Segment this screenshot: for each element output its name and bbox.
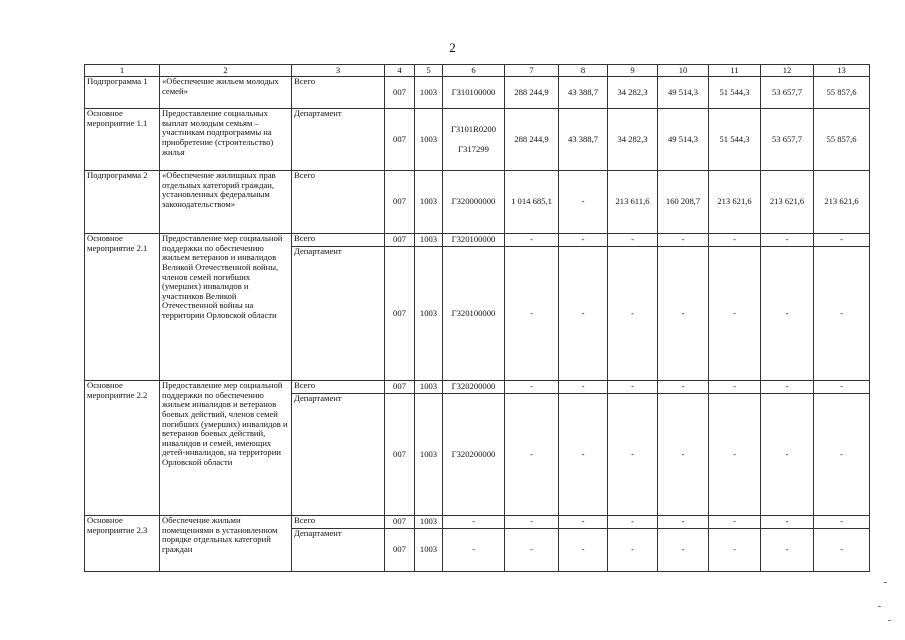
value-cell: - [658,381,709,394]
column-number: 13 [814,65,870,77]
value-cell: - [559,234,608,247]
value-cell: 53 657,7 [761,109,814,171]
value-cell: - [608,381,658,394]
value-cell: 55 857,6 [814,109,870,171]
table-row [85,234,870,247]
program-title: «Обеспечение жилищных прав отдельных категорий граждан, установленных федеральным законодательством» [160,171,292,234]
value-cell: 43 388,7 [559,109,608,171]
section-code: 1003 [415,247,443,381]
value-cell: 53 657,7 [761,77,814,109]
activity-name: Основное мероприятие 2.2 [85,381,160,516]
value-cell: - [559,394,608,516]
funding-source: Всего [292,171,385,234]
grbs-code: 007 [385,516,415,529]
table-row [85,381,870,394]
funding-source: Всего [292,516,385,529]
section-code: 1003 [415,516,443,529]
target-article-code: - [443,529,505,572]
value-cell: - [761,516,814,529]
scan-speck [888,620,891,621]
value-cell: - [559,171,608,234]
value-cell: - [608,394,658,516]
section-code: 1003 [415,381,443,394]
column-number: 12 [761,65,814,77]
value-cell: - [761,394,814,516]
value-cell: 34 282,3 [608,77,658,109]
value-cell: - [709,516,761,529]
grbs-code: 007 [385,171,415,234]
value-cell: 51 544,3 [709,77,761,109]
value-cell: - [709,381,761,394]
column-number: 4 [385,65,415,77]
table-row [85,516,870,529]
value-cell: - [709,247,761,381]
value-cell: 49 514,3 [658,109,709,171]
value-cell: - [814,529,870,572]
value-cell: 213 611,6 [608,171,658,234]
value-cell: - [709,234,761,247]
activity-title: Обеспечение жильми помещениями в установленном порядке отдельных категорий граждан [160,516,292,572]
grbs-code: 007 [385,77,415,109]
grbs-code: 007 [385,247,415,381]
section-code: 1003 [415,109,443,171]
program-name: Подпрограмма 2 [85,171,160,234]
target-article-code: Г320000000 [443,171,505,234]
value-cell: - [709,529,761,572]
value-cell: - [658,516,709,529]
value-cell: 51 544,3 [709,109,761,171]
value-cell: 49 514,3 [658,77,709,109]
value-cell: - [559,516,608,529]
target-article-code: - [443,516,505,529]
funding-source: Всего [292,234,385,247]
grbs-code: 007 [385,381,415,394]
section-code: 1003 [415,394,443,516]
value-cell: - [814,516,870,529]
value-cell: 213 621,6 [761,171,814,234]
value-cell: - [505,529,559,572]
section-code: 1003 [415,171,443,234]
value-cell: - [761,234,814,247]
value-cell: - [505,381,559,394]
table-header-row [85,65,870,77]
funding-source: Всего [292,77,385,109]
target-article-code-extra: Г317299 [458,143,489,154]
column-number: 6 [443,65,505,77]
value-cell: 288 244,9 [505,109,559,171]
value-cell: - [608,234,658,247]
section-code: 1003 [415,77,443,109]
value-cell: - [814,234,870,247]
value-cell: 43 388,7 [559,77,608,109]
program-name: Подпрограмма 1 [85,77,160,109]
value-cell: - [505,234,559,247]
target-article-code: Г320100000 [443,234,505,247]
funding-source: Всего [292,381,385,394]
column-number: 7 [505,65,559,77]
target-article-code-main: Г3101R0200 [450,123,497,134]
page-number: 2 [449,40,456,55]
activity-title: Предоставление мер социальной поддержки по обеспечению жильем ветеранов и инвалидов Великой Отечественной войны, членов семей погибших (умерших) инвалидов и участников Великой Отечественной войны на территории Орловской области [160,234,292,381]
value-cell: - [814,381,870,394]
value-cell: 1 014 685,1 [505,171,559,234]
grbs-code: 007 [385,529,415,572]
column-number: 8 [559,65,608,77]
value-cell: - [814,394,870,516]
activity-title: Предоставление мер социальной поддержки по обеспечению жильем инвалидов и ветеранов боевых действий, членов семей погибших (умерших) инвалидов и ветеранов боевых действий, инвалидов и семей, имеющих детей-инвалидов, на территории Орловской области [160,381,292,516]
funding-source: Департамент [292,394,385,516]
activity-title: Предоставление социальных выплат молодым семьям – участникам подпрограммы на приобретение (строительство) жилья [160,109,292,171]
value-cell: - [608,529,658,572]
value-cell: - [658,234,709,247]
value-cell: - [761,529,814,572]
column-number: 9 [608,65,658,77]
activity-name: Основное мероприятие 2.1 [85,234,160,381]
value-cell: - [608,516,658,529]
value-cell: - [559,247,608,381]
column-number: 11 [709,65,761,77]
target-article-code: Г320200000 [443,381,505,394]
activity-name: Основное мероприятие 2.3 [85,516,160,572]
grbs-code: 007 [385,109,415,171]
column-number: 2 [160,65,292,77]
value-cell: 213 621,6 [814,171,870,234]
target-article-code: Г310100000 [443,77,505,109]
section-code: 1003 [415,234,443,247]
value-cell: 55 857,6 [814,77,870,109]
target-article-code [443,109,505,171]
target-article-code: Г320100000 [443,247,505,381]
budget-table [84,64,870,572]
value-cell: - [658,247,709,381]
activity-name: Основное мероприятие 1.1 [85,109,160,171]
value-cell: - [505,516,559,529]
value-cell: - [608,247,658,381]
value-cell: 34 282,3 [608,109,658,171]
value-cell: - [709,394,761,516]
value-cell: - [814,247,870,381]
target-article-code: Г320200000 [443,394,505,516]
grbs-code: 007 [385,394,415,516]
funding-source: Департамент [292,247,385,381]
value-cell: - [505,247,559,381]
value-cell: - [658,529,709,572]
table-row [85,77,870,109]
value-cell: - [559,529,608,572]
value-cell: - [761,381,814,394]
value-cell: - [658,394,709,516]
column-number: 5 [415,65,443,77]
scan-speck [884,582,887,583]
value-cell: - [559,381,608,394]
value-cell: 213 621,6 [709,171,761,234]
value-cell: 288 244,9 [505,77,559,109]
column-number: 1 [85,65,160,77]
value-cell: 160 208,7 [658,171,709,234]
section-code: 1003 [415,529,443,572]
scan-speck [878,606,881,607]
program-title: «Обеспечение жильем молодых семей» [160,77,292,109]
column-number: 3 [292,65,385,77]
grbs-code: 007 [385,234,415,247]
table-row [85,171,870,234]
column-number: 10 [658,65,709,77]
value-cell: - [505,394,559,516]
table-row [85,109,870,171]
value-cell: - [761,247,814,381]
funding-source: Департамент [292,529,385,572]
funding-source: Департамент [292,109,385,171]
